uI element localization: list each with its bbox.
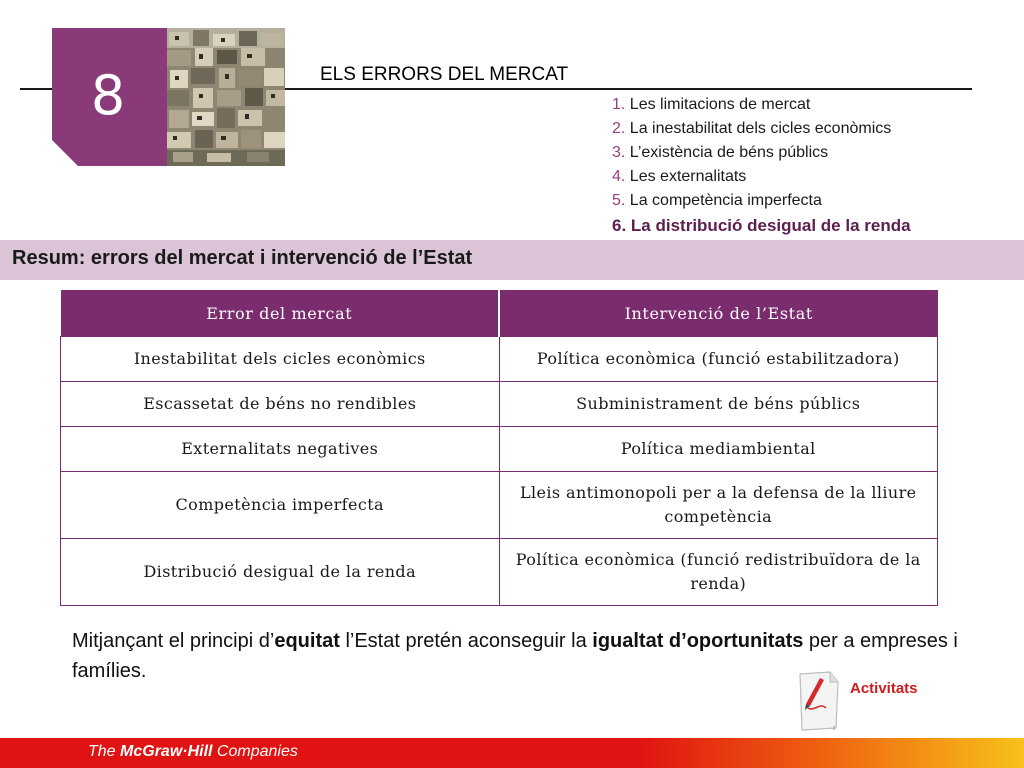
table-cell-intervention: Política econòmica (funció redistribuïdora de la renda) (499, 539, 938, 606)
table-cell-intervention: Política mediambiental (499, 427, 938, 472)
summary-bar (0, 240, 1024, 280)
footer-bar (0, 738, 1024, 768)
table-cell-error: Escassetat de béns no rendibles (61, 382, 500, 427)
chapter-toc (612, 93, 911, 238)
table-cell-error: Inestabilitat dels cicles econòmics (61, 337, 500, 382)
toc-item[interactable]: 4. Les externalitats (612, 168, 747, 185)
toc-item[interactable]: 2. La inestabilitat dels cicles econòmics (612, 120, 892, 137)
toc-item[interactable]: 3. L’existència de béns públics (612, 144, 829, 161)
table-cell-intervention: Subministrament de béns públics (499, 382, 938, 427)
table-cell-intervention: Política econòmica (funció estabilitzadora) (499, 337, 938, 382)
column-header-intervention: Intervenció de l’Estat (499, 290, 938, 337)
toc-item-current[interactable]: 6. La distribució desigual de la renda (612, 216, 911, 235)
table-cell-error: Externalitats negatives (61, 427, 500, 472)
mcgraw-hill-logo: The McGraw·Hill Companies (88, 743, 298, 760)
table-row (61, 472, 938, 539)
term-equitat: equitat (274, 630, 340, 652)
table-row (61, 539, 938, 606)
chapter-number: 8 (90, 64, 126, 127)
activities-link[interactable]: Activitats (850, 680, 918, 697)
table-row (61, 427, 938, 472)
table-cell-intervention: Lleis antimonopoli per a la defensa de la lliure competència (499, 472, 938, 539)
table-cell-error: Competència imperfecta (61, 472, 500, 539)
table-row (61, 337, 938, 382)
toc-item[interactable]: 5. La competència imperfecta (612, 192, 822, 209)
toc-item[interactable]: 1. Les limitacions de mercat (612, 96, 811, 113)
summary-title: Resum: errors del mercat i intervenció de l’Estat (12, 247, 473, 269)
term-igualtat: igualtat d’oportunitats (592, 630, 804, 652)
column-header-error: Error del mercat (61, 290, 500, 337)
chapter-badge (52, 28, 170, 166)
summary-table (60, 290, 938, 606)
table-row (61, 382, 938, 427)
section-title: ELS ERRORS DEL MERCAT (320, 64, 569, 85)
favela-houses-photo (167, 28, 285, 166)
table-cell-error: Distribució desigual de la renda (61, 539, 500, 606)
pencil-paper-icon[interactable] (796, 668, 844, 732)
equity-note: Mitjançant el principi d’equitat l’Estat pretén aconseguir la igualtat d’oportunitats per a empreses i famílies. (72, 630, 958, 682)
